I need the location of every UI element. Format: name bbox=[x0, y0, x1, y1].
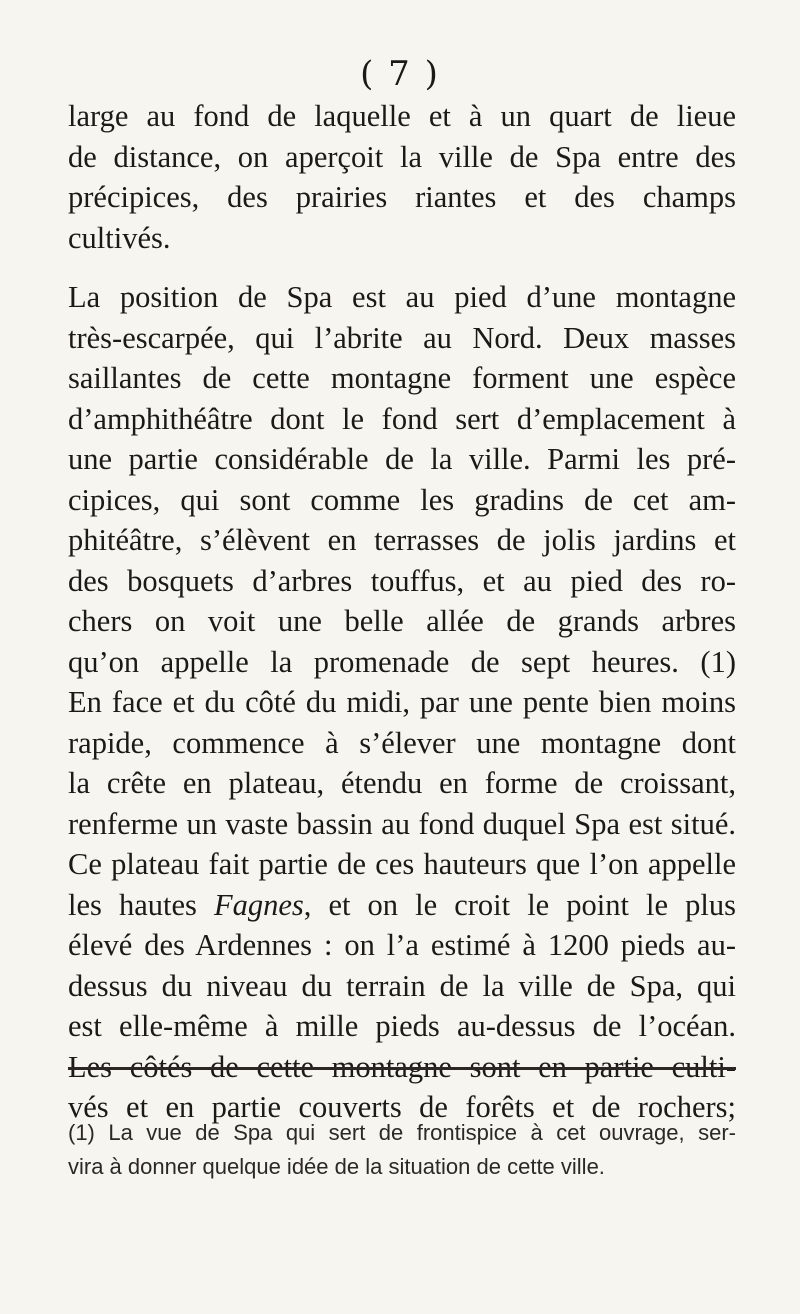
fagnes-italic: Fagnes bbox=[213, 887, 304, 922]
text-line: phitéâtre, s’élèvent en terrasses de jolis jardins et bbox=[68, 523, 736, 557]
fagnes-prefix: les hautes bbox=[68, 887, 214, 922]
footnote-line: vira à donner quelque idée de la situation de cette ville. bbox=[68, 1154, 605, 1179]
fagnes-suffix: , et on le croit le point le plus bbox=[303, 887, 736, 922]
text-line: d’amphithéâtre dont le fond sert d’emplacement à bbox=[68, 401, 736, 436]
text-line: la crête en plateau, étendu en forme de croissant, bbox=[68, 766, 736, 800]
text-line: des bosquets d’arbres touffus, et au pied des ro- bbox=[68, 563, 736, 598]
text-line: Les côtés de cette montagne sont en partie culti- bbox=[68, 1049, 736, 1084]
text-line: une partie considérable de la ville. Parmi les pré- bbox=[68, 442, 736, 476]
text-line: saillantes de cette montagne forment une espèce bbox=[68, 361, 736, 395]
page-number: ( 7 ) bbox=[360, 54, 440, 94]
text-line: précipices, des prairies riantes et des champs bbox=[68, 180, 736, 214]
text-line: qu’on appelle la promenade de sept heures. (1) bbox=[68, 644, 736, 679]
text-line: dessus du niveau du terrain de la ville de Spa, qui bbox=[68, 968, 736, 1003]
text-line: Ce plateau fait partie de ces hauteurs que l’on appelle bbox=[68, 847, 736, 881]
text-line: En face et du côté du midi, par une pente bien moins bbox=[68, 685, 736, 719]
footnote-divider bbox=[68, 1067, 736, 1070]
main-text bbox=[68, 96, 736, 1128]
text-line: est elle-même à mille pieds au-dessus de l’océan. bbox=[68, 1009, 736, 1043]
text-line: La position de Spa est au pied d’une montagne bbox=[68, 280, 736, 314]
text-line: chers on voit une belle allée de grands arbres bbox=[68, 604, 736, 638]
text-line: rapide, commence à s’élever une montagne dont bbox=[68, 725, 736, 760]
text-line: renferme un vaste bassin au fond duquel Spa est situé. bbox=[68, 806, 736, 841]
text-line: cipices, qui sont comme les gradins de cet am- bbox=[68, 482, 736, 517]
text-line-fagnes bbox=[68, 885, 736, 926]
text-line: vés et en partie couverts de forêts et de rochers; bbox=[68, 1090, 736, 1124]
paragraph-gap bbox=[68, 258, 736, 277]
text-line: très-escarpée, qui l’abrite au Nord. Deux masses bbox=[68, 320, 736, 355]
footnote bbox=[68, 1116, 736, 1184]
text-line: élevé des Ardennes : on l’a estimé à 1200 pieds au- bbox=[68, 928, 736, 962]
text-line: de distance, on aperçoit la ville de Spa entre des bbox=[68, 139, 736, 174]
text-line: cultivés. bbox=[68, 220, 171, 255]
footnote-line: (1) La vue de Spa qui sert de frontispice à cet ouvrage, ser- bbox=[68, 1120, 736, 1145]
text-line: large au fond de laquelle et à un quart de lieue bbox=[68, 99, 736, 133]
